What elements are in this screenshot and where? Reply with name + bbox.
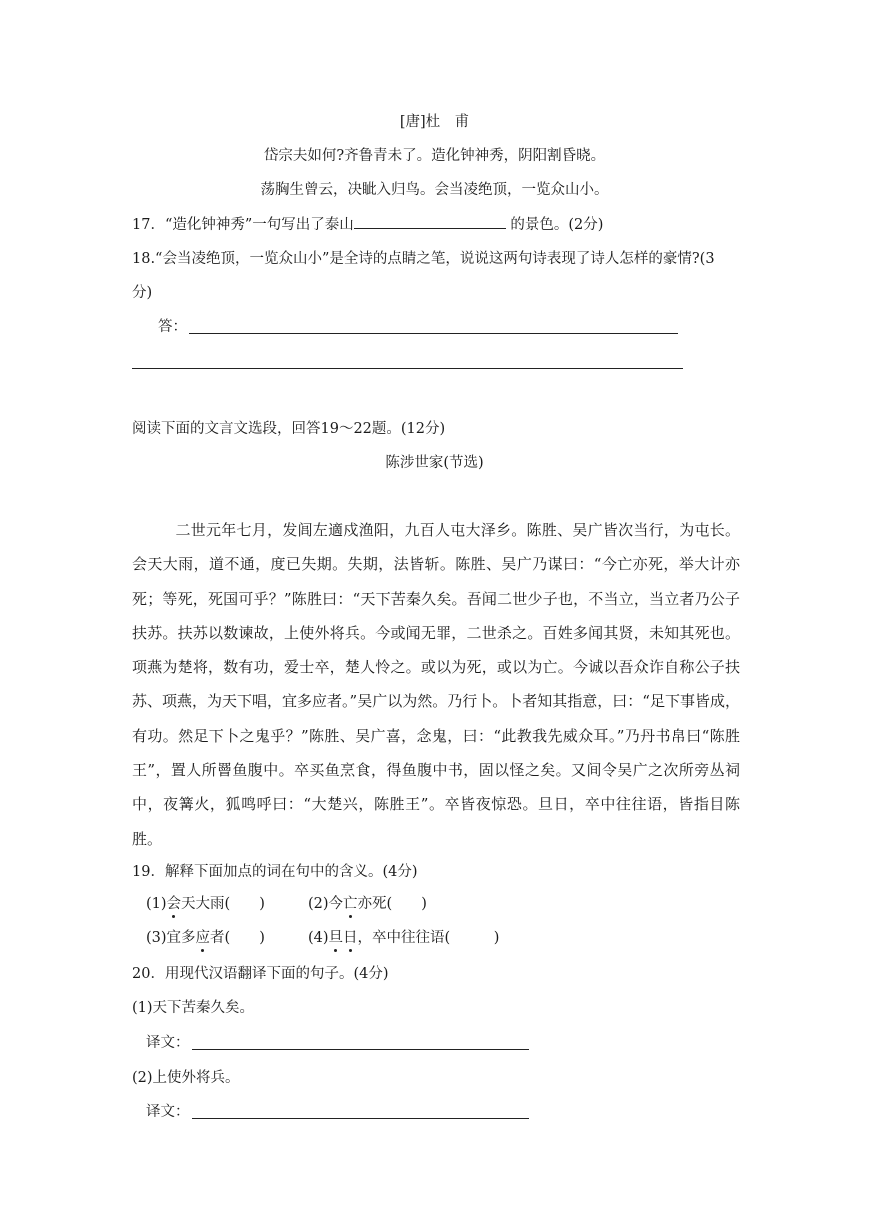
section-2-intro: 阅读下面的文言文选段，回答19～22题。(12分) <box>132 421 446 437</box>
dotted-word: 日 <box>343 930 358 946</box>
question-17-text: 17．“造化钟神秀”一句写出了泰山 <box>132 217 354 233</box>
question-19-item-4 <box>308 928 499 948</box>
question-19-item-2 <box>308 894 427 914</box>
dotted-word: 旦 <box>328 930 344 946</box>
question-19-stem: 19．解释下面加点的词在句中的含义。(4分) <box>132 864 418 880</box>
question-20-answer-line-1[interactable] <box>192 1049 529 1050</box>
dotted-word: 应 <box>195 930 211 946</box>
item-text: 者( ) <box>210 930 265 946</box>
dotted-word: 会 <box>166 896 182 912</box>
dotted-word: 亡 <box>343 896 358 912</box>
question-17-blank[interactable] <box>354 214 506 229</box>
question-18-answer-line-2[interactable] <box>132 368 683 369</box>
poem-line-1: 岱宗夫如何?齐鲁青未了。造化钟神秀，阴阳割昏晓。 <box>263 148 606 164</box>
item-text: ，卒中往往语( ) <box>357 930 500 946</box>
question-17 <box>132 214 603 235</box>
poem-author: [唐]杜 甫 <box>399 114 470 130</box>
item-number: (3) <box>146 930 167 946</box>
question-20-stem: 20．用现代汉语翻译下面的句子。(4分) <box>132 966 389 982</box>
item-number: (2) <box>308 896 329 912</box>
question-17-score: 的景色。(2分) <box>505 217 604 233</box>
item-text: 亦死( ) <box>357 896 427 912</box>
poem-line-2: 荡胸生曾云，决眦入归鸟。会当凌绝顶，一览众山小。 <box>260 182 609 198</box>
passage-text: 二世元年七月，发闾左適戍渔阳，九百人屯大泽乡。陈胜、吴广皆次当行，为屯长。会天大雨，道不通，度已失期。失期，法皆斩。陈胜、吴广乃谋曰：“今亡亦死，举大计亦死；等死，死国可乎？”陈胜曰：“天下苦秦久矣。吾闻二世少子也，不当立，当立者乃公子扶苏。扶苏以数谏故，上使外将兵。今或闻无罪，二世杀之。百姓多闻其贤，未知其死也。项燕为楚将，数有功，爱士卒，楚人怜之。或以为死，或以为亡。今诚以吾众诈自称公子扶苏、项燕，为天下唱，宜多应者。”吴广以为然。乃行卜。卜者知其指意，曰：“足下事皆成，有功。然足下卜之鬼乎？”陈胜、吴广喜，念鬼，曰：“此教我先威众耳。”乃丹书帛曰“陈胜王”，置人所罾鱼腹中。卒买鱼烹食，得鱼腹中书，固以怪之矣。又间令吴广之次所旁丛祠中，夜篝火，狐鸣呼曰：“大楚兴，陈胜王”。卒皆夜惊恐。旦日，卒中往往语，皆指目陈胜。 <box>132 521 740 848</box>
item-text: 天大雨( ) <box>181 896 265 912</box>
question-20-sentence-1: (1)天下苦秦久矣。 <box>132 1000 255 1016</box>
item-text: 今 <box>328 896 344 912</box>
question-20-sentence-2: (2)上使外将兵。 <box>132 1070 240 1086</box>
question-20-translation-label-1: 译文： <box>146 1035 190 1051</box>
item-text: 宜多 <box>166 930 196 946</box>
question-19-item-3 <box>146 928 265 948</box>
question-20-answer-line-2[interactable] <box>192 1118 529 1119</box>
question-20-translation-label-2: 译文： <box>146 1104 190 1120</box>
passage-title: 陈涉世家(节选) <box>385 455 484 471</box>
question-18-line-2: 分) <box>132 285 153 301</box>
classical-passage <box>132 513 740 856</box>
item-number: (1) <box>146 896 167 912</box>
question-18-answer-line-1[interactable] <box>189 333 678 334</box>
question-18-answer-label: 答： <box>158 319 187 335</box>
question-19-item-1 <box>146 894 265 914</box>
question-18-line-1: 18.“会当凌绝顶，一览众山小”是全诗的点睛之笔，说说这两句诗表现了诗人怎样的豪情?(3 <box>132 251 715 267</box>
item-number: (4) <box>308 930 329 946</box>
